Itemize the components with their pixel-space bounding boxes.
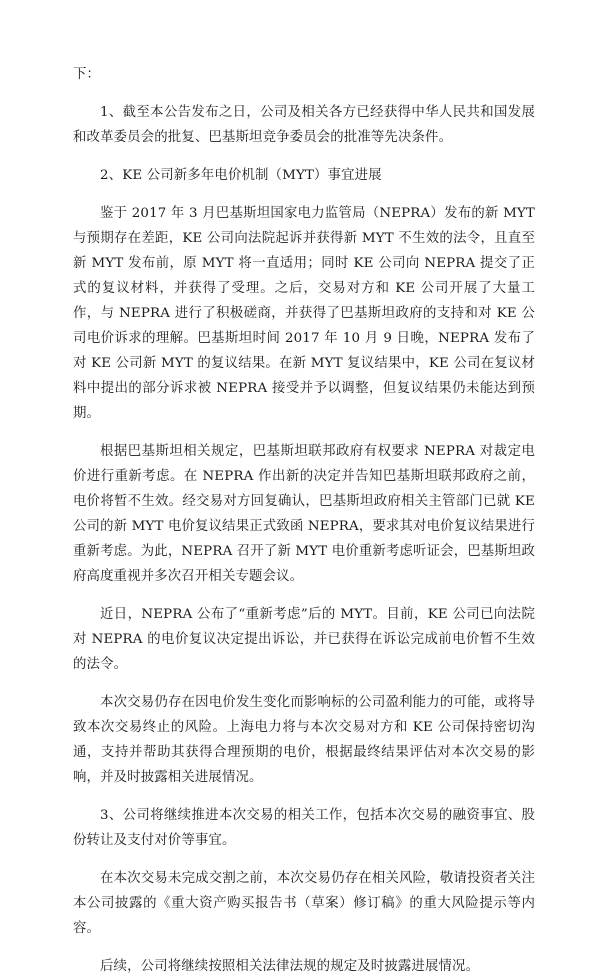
paragraph-recent-update: 近日，NEPRA 公布了“重新考虑”后的 MYT。目前，KE 公司已向法院对 NEPRA 的电价复议决定提出诉讼，并已获得在诉讼完成前电价暂不生效的法令。 [73, 607, 535, 672]
document-body [73, 62, 535, 979]
paragraph-item-2-heading: 2、KE 公司新多年电价机制（MYT）事宜进展 [100, 168, 382, 183]
paragraph-reconsideration: 根据巴基斯坦相关规定，巴基斯坦联邦政府有权要求 NEPRA 对裁定电价进行重新考虑。在 NEPRA 作出新的决定并告知巴基斯坦联邦政府之前，电价将暂不生效。经交易对方回复确认，巴基斯坦政府相关主管部门已就 KE 公司的新 MYT 电价复议结果正式致函 NEPRA，要求其对电价复议结果进行重新考虑。为此，NEPRA 召开了新 MYT 电价重新考虑听证会，巴基斯坦政府高度重视并多次召开相关专题会议。 [73, 444, 535, 584]
paragraph-myt-background: 鉴于 2017 年 3 月巴基斯坦国家电力监管局（NEPRA）发布的新 MYT 与预期存在差距，KE 公司向法院起诉并获得新 MYT 不生效的法令，且直至新 MYT 发布前，原 MYT 将一直适用；同时 KE 公司向 NEPRA 提交了正式的复议材料，并获得了受理。之后，交易对方和 KE 公司开展了大量工作，与 NEPRA 进行了积极磋商，并获得了巴基斯坦政府的支持和对 KE 公司电价诉求的理解。巴基斯坦时间 2017 年 10 月 9 日晚，NEPRA 发布了对 KE 公司新 MYT 的复议结果。在新 MYT 复议结果中，KE 公司在复议材料中提出的部分诉求被 NEPRA 接受并予以调整，但复议结果仍未能达到预期。 [73, 206, 535, 421]
paragraph-item-1: 1、截至本公告发布之日，公司及相关各方已经获得中华人民共和国发展和改革委员会的批复、巴基斯坦竞争委员会的批准等先决条件。 [73, 105, 535, 145]
paragraph-follow-up: 后续，公司将继续按照相关法律法规的规定及时披露进展情况。 [100, 959, 480, 974]
paragraph-item-3: 3、公司将继续推进本次交易的相关工作，包括本次交易的融资事宜、股份转让及支付对价等事宜。 [73, 808, 535, 848]
paragraph-continuation: 下： [73, 67, 101, 82]
paragraph-risk: 本次交易仍存在因电价发生变化而影响标的公司盈利能力的可能，或将导致本次交易终止的风险。上海电力将与本次交易对方和 KE 公司保持密切沟通，支持并帮助其获得合理预期的电价，根据最终结果评估对本次交易的影响，并及时披露相关进展情况。 [73, 695, 535, 785]
paragraph-risk-notice: 在本次交易未完成交割之前，本次交易仍存在相关风险，敬请投资者关注本公司披露的《重大资产购买报告书（草案）修订稿》的重大风险提示等内容。 [73, 871, 535, 936]
